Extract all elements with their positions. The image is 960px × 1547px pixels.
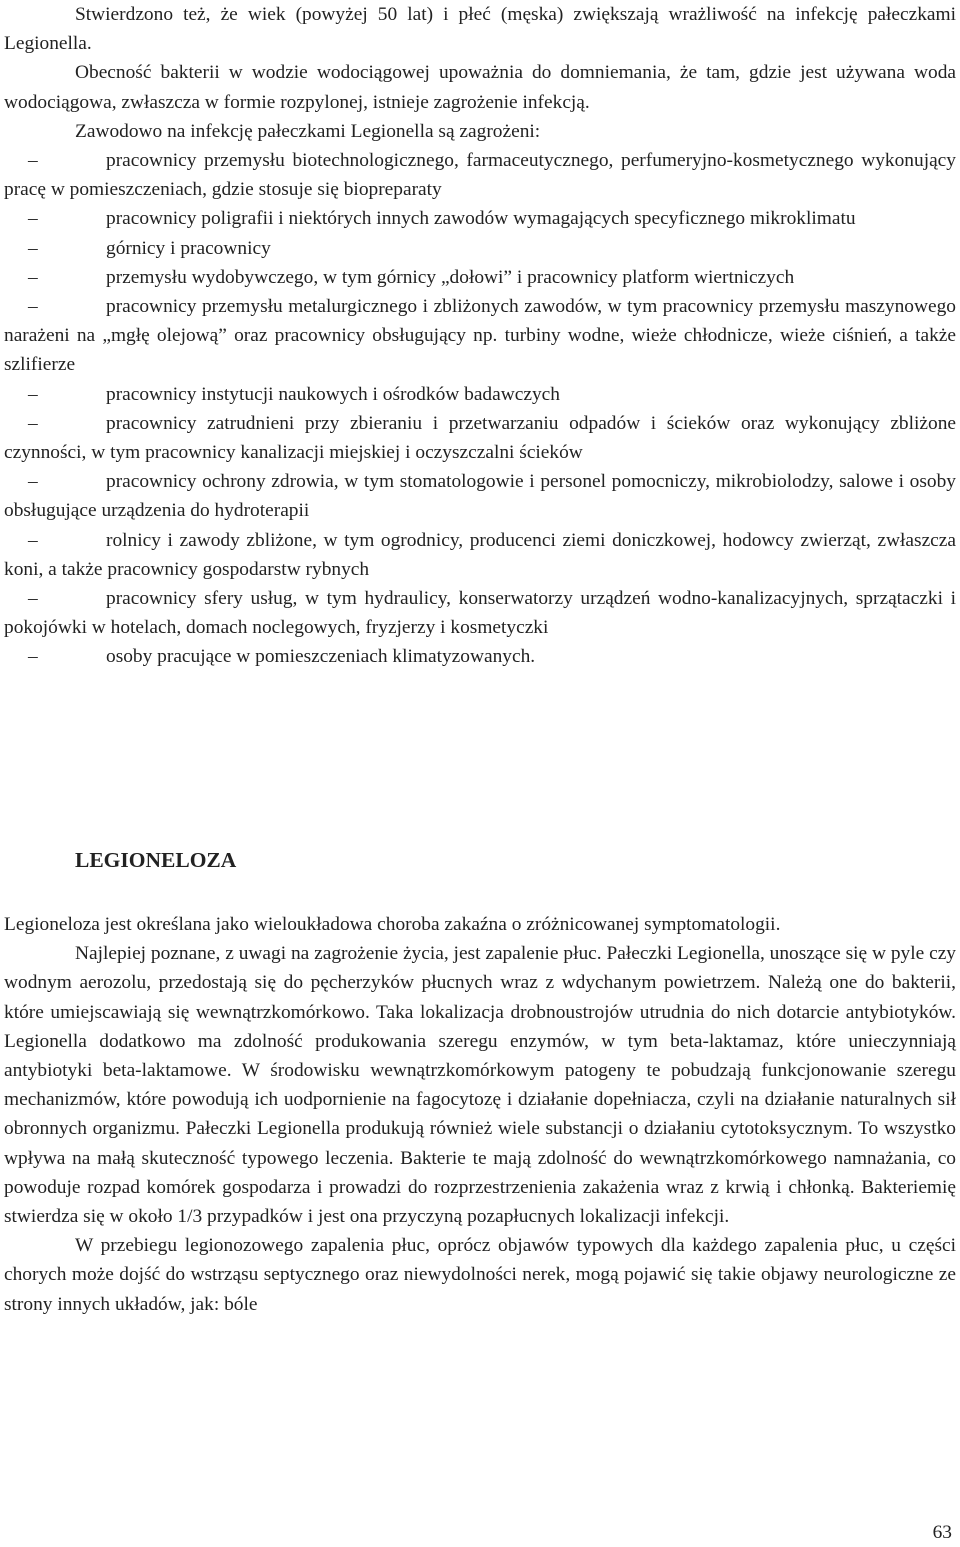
list-dash: – xyxy=(28,208,38,230)
page-number: 63 xyxy=(932,1522,952,1543)
list-item-text: pracownicy ochrony zdrowia, w tym stomatologowie i personel pomocniczy, mikrobiolodzy, salowe i osoby obsługujące urządzenia do hydroterapii xyxy=(4,471,956,522)
section-heading-block xyxy=(4,845,956,875)
body-paragraph-pneumonia: Najlepiej poznane, z uwagi na zagrożenie życia, jest zapalenie płuc. Pałeczki Legionella, unoszące się w pyle czy wodnym aerozolu, przedostają się do pęcherzyków płucnych wraz z wdychanym powietrzem. Należą one do bakterii, które umiejscawiają się wewnątrzkomórkowo. Taka lokalizacja drobnoustrojów utrudnia do nich dotarcie antybiotyków. Legionella dodatkowo ma zdolność produkowania szeregu enzymów, w tym beta-laktamaz, które unieczynniają antybiotyki beta-laktamowe. W środowisku wewnątrzkomórkowym patogeny te pobudzają funkcjonowanie szeregu mechanizmów, które powodują ich uodpornienie na fagocytozę i działanie dopełniacza, czyli na działanie naturalnych sił obronnych organizmu. Pałeczki Legionella produkują również wiele substancji o działaniu cytotoksycznym. To wszystko wpływa na małą skuteczność typowego leczenia. Bakterie te mają zdolność do wewnątrzkomórkowego namnażania, co powoduje rozpad komórek gospodarza i prowadzi do rozprzestrzenienia zakażenia wraz z krwią i chłonką. Bakteriemię stwierdza się w około 1/3 przypadków i jest ona przyczyną pozapłucnych lokalizacji infekcji. xyxy=(4,943,956,1228)
list-item xyxy=(4,642,956,671)
intro-paragraph-occupational: Zawodowo na infekcję pałeczkami Legionella są zagrożeni: xyxy=(75,120,541,142)
list-item-text: przemysłu wydobywczego, w tym górnicy „dołowi” i pracownicy platform wiertniczych xyxy=(106,266,795,288)
list-dash: – xyxy=(28,529,38,551)
body-paragraph-definition: Legioneloza jest określana jako wieloukładowa choroba zakaźna o zróżnicowanej symptomatologii. xyxy=(4,914,781,935)
list-item xyxy=(4,292,956,380)
list-dash: – xyxy=(28,471,38,493)
list-item-text: pracownicy przemysłu metalurgicznego i zbliżonych zawodów, w tym pracownicy przemysłu maszynowego narażeni na „mgłę olejową” oraz pracownicy obsługujący np. turbiny wodne, wieże chłodnicze, wieże ciśnień, a także szlifierze xyxy=(4,296,956,376)
list-item-text: pracownicy sfery usług, w tym hydraulicy, konserwatorzy urządzeń wodno-kanalizacyjnych, sprzątaczki i pokojówki w hotelach, domach noclegowych, fryzjerzy i kosmetyczki xyxy=(4,588,956,639)
list-item-text: górnicy i pracownicy xyxy=(106,237,271,259)
list-dash: – xyxy=(28,412,38,434)
body-paragraph-symptoms: W przebiegu legionozowego zapalenia płuc, oprócz objawów typowych dla każdego zapalenia płuc, u części chorych może dojść do wstrząsu septycznego oraz niewydolności nerek, mogą pojawić się takie objawy neurologiczne ze strony innych układów, jak: bóle xyxy=(4,1235,956,1315)
list-item xyxy=(4,204,956,233)
list-item xyxy=(4,146,956,204)
intro-section xyxy=(4,0,956,672)
list-item xyxy=(4,526,956,584)
list-item-text: osoby pracujące w pomieszczeniach klimatyzowanych. xyxy=(106,646,536,668)
list-item xyxy=(4,467,956,525)
list-item-text: pracownicy instytucji naukowych i ośrodków badawczych xyxy=(106,383,560,405)
list-dash: – xyxy=(28,588,38,610)
list-item-text: pracownicy przemysłu biotechnologicznego, farmaceutycznego, perfumeryjno-kosmetycznego wykonujący pracę w pomieszczeniach, gdzie stosuje się biopreparaty xyxy=(4,150,956,201)
list-item xyxy=(4,234,956,263)
intro-paragraph-age: Stwierdzono też, że wiek (powyżej 50 lat) i płeć (męska) zwiększają wrażliwość na infekcję pałeczkami Legionella. xyxy=(4,4,956,55)
list-dash: – xyxy=(28,646,38,668)
list-dash: – xyxy=(28,296,38,318)
list-item xyxy=(4,584,956,642)
list-item-text: pracownicy poligrafii i niektórych innych zawodów wymagających specyficznego mikroklimatu xyxy=(106,208,856,230)
list-item xyxy=(4,380,956,409)
list-dash: – xyxy=(28,266,38,288)
list-dash: – xyxy=(28,237,38,259)
section-heading: LEGIONELOZA xyxy=(75,848,237,872)
list-dash: – xyxy=(28,150,38,172)
intro-paragraph-water: Obecność bakterii w wodzie wodociągowej upoważnia do domniemania, że tam, gdzie jest używana woda wodociągowa, zwłaszcza w formie rozpylonej, istnieje zagrożenie infekcją. xyxy=(4,62,956,113)
list-dash: – xyxy=(28,383,38,405)
list-item-text: pracownicy zatrudnieni przy zbieraniu i przetwarzaniu odpadów i ścieków oraz wykonujący zbliżone czynności, w tym pracownicy kanalizacji miejskiej i oczyszczalni ścieków xyxy=(4,412,956,464)
list-item xyxy=(4,409,956,467)
occupational-risk-list xyxy=(4,146,956,672)
list-item xyxy=(4,263,956,292)
list-item-text: rolnicy i zawody zbliżone, w tym ogrodnicy, producenci ziemi doniczkowej, hodowcy zwierząt, zwłaszcza koni, a także pracownicy gospodarstw rybnych xyxy=(4,529,956,580)
legioneloza-section xyxy=(4,910,956,1319)
